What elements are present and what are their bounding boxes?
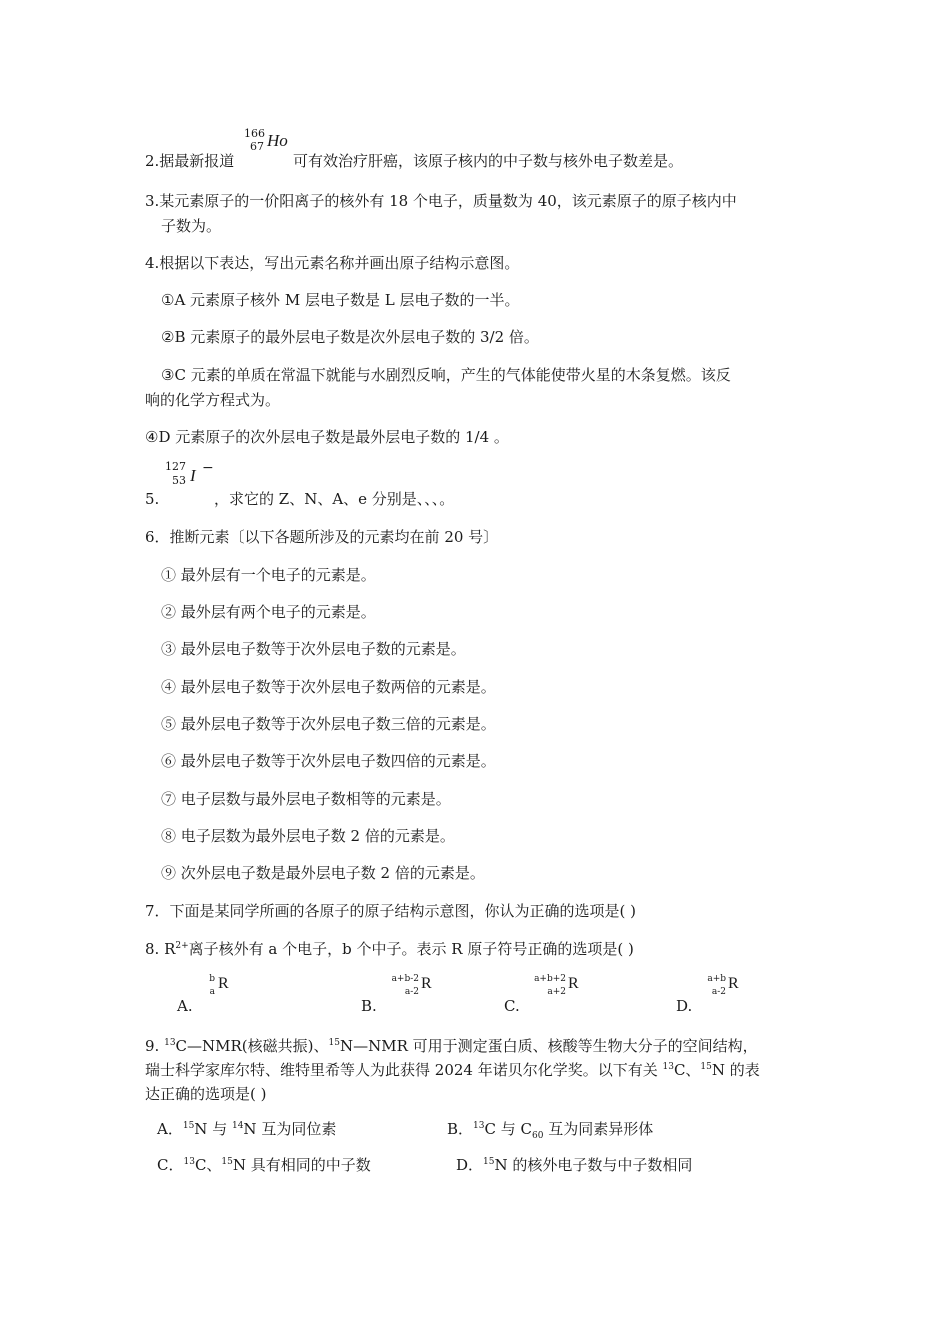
- option-label: C．: [157, 1156, 184, 1174]
- question-3-line-2: 子数为。: [161, 217, 222, 235]
- option-c[interactable]: [157, 1155, 371, 1175]
- subscript: 60: [531, 1131, 544, 1141]
- text-run: N 与: [194, 1120, 232, 1138]
- mass-superscript: 15: [182, 1121, 195, 1131]
- question-4-item-b: ②B 元素原子的最外层电子数是次外层电子数的 3/2 倍。: [161, 328, 539, 346]
- question-4-item-d: ④D 元素原子的次外层电子数是最外层电子数的 1/4 。: [145, 428, 509, 446]
- question-4-item-c-line-2: 响的化学方程式为。: [145, 391, 281, 409]
- question-6-item: ② 最外层有两个电子的元素是。: [161, 603, 376, 621]
- option-symbol: R: [421, 975, 432, 992]
- option-mass-number: a+b: [707, 974, 726, 984]
- text-run: 9.: [145, 1037, 165, 1055]
- option-d[interactable]: [676, 972, 796, 1016]
- question-8-lead: 8. R: [145, 940, 176, 958]
- mass-superscript: 14: [231, 1121, 244, 1131]
- question-6-item: ③ 最外层电子数等于次外层电子数的元素是。: [161, 640, 466, 658]
- isotope-atomic-number: 53: [172, 474, 186, 487]
- text-run: N 的表: [711, 1061, 760, 1079]
- question-6-title: 6．推断元素〔以下各题所涉及的元素均在前 20 号〕: [145, 528, 499, 546]
- mass-superscript: 13: [662, 1062, 674, 1072]
- text-run: C、: [673, 1061, 701, 1079]
- question-2-lead: 2.据最新报道: [145, 152, 235, 170]
- question-6-item: ⑦ 电子层数与最外层电子数相等的元素是。: [161, 790, 451, 808]
- mass-superscript: 15: [483, 1157, 495, 1167]
- option-atomic-number: a+2: [547, 987, 566, 997]
- mass-superscript: 13: [164, 1038, 176, 1048]
- question-6-item: ⑤ 最外层电子数等于次外层电子数三倍的元素是。: [161, 715, 496, 733]
- question-8-text: [145, 939, 634, 959]
- text-run: C—NMR(核磁共振)、: [175, 1037, 329, 1055]
- question-4-title: 4.根据以下表达，写出元素名称并画出原子结构示意图。: [145, 254, 520, 272]
- isotope-atomic-number: 67: [250, 140, 264, 153]
- isotope-charge: −: [202, 460, 214, 476]
- option-atomic-number: a-2: [404, 987, 419, 997]
- text-run: N 的核外电子数与中子数相同: [494, 1156, 693, 1174]
- option-label: D．: [456, 1156, 484, 1174]
- isotope-mass-number: 166: [244, 127, 265, 140]
- text-run: N 具有相同的中子数: [232, 1156, 371, 1174]
- option-mass-number: b: [209, 974, 215, 984]
- mass-superscript: 13: [183, 1157, 195, 1167]
- question-6-item: ① 最外层有一个电子的元素是。: [161, 566, 376, 584]
- option-atomic-number: a-2: [711, 987, 726, 997]
- question-5-text: ，求它的 Z、N、A、e 分别是、、、。: [214, 490, 455, 508]
- option-a[interactable]: [157, 1119, 336, 1139]
- question-6-item: ④ 最外层电子数等于次外层电子数两倍的元素是。: [161, 678, 496, 696]
- question-6-item: ⑧ 电子层数为最外层电子数 2 倍的元素是。: [161, 827, 455, 845]
- option-symbol: R: [568, 975, 579, 992]
- mass-superscript: 15: [221, 1157, 233, 1167]
- option-atomic-number: a: [209, 987, 215, 997]
- question-9-line-3: 达正确的选项是( ): [145, 1085, 267, 1103]
- isotope-symbol: I: [190, 466, 196, 485]
- isotope-symbol: Ho: [267, 131, 288, 150]
- mass-superscript: 13: [473, 1121, 485, 1131]
- option-symbol: R: [218, 975, 229, 992]
- question-4-item-c-line-1: ③C 元素的单质在常温下就能与水剧烈反响，产生的气体能使带火星的木条复燃。该反: [161, 366, 731, 384]
- option-c[interactable]: [504, 972, 624, 1016]
- question-6-item: ⑥ 最外层电子数等于次外层电子数四倍的元素是。: [161, 752, 496, 770]
- question-4-item-a: ①A 元素原子核外 M 层电子数是 L 层电子数的一半。: [161, 291, 520, 309]
- text-run: 互为同素异形体: [543, 1120, 654, 1138]
- mass-superscript: 15: [328, 1038, 340, 1048]
- text-run: 瑞士科学家库尔特、维特里希等人为此获得 2024 年诺贝尔化学奖。以下有关: [145, 1061, 663, 1079]
- question-3-line-1: 3.某元素原子的一价阳离子的核外有 18 个电子，质量数为 40，该元素原子的原子核内中: [145, 192, 737, 210]
- question-7-text: 7．下面是某同学所画的各原子的原子结构示意图，你认为正确的选项是( ): [145, 902, 637, 920]
- question-5-lead: 5.: [145, 490, 160, 508]
- option-label: B.: [361, 997, 377, 1015]
- option-mass-number: a+b+2: [534, 974, 566, 984]
- text-run: N 互为同位素: [243, 1120, 337, 1138]
- option-label: B．: [447, 1120, 474, 1138]
- option-a[interactable]: [177, 972, 297, 1016]
- option-b[interactable]: [447, 1119, 653, 1139]
- text-run: C 与 C: [484, 1120, 532, 1138]
- option-symbol: R: [728, 975, 739, 992]
- option-d[interactable]: [456, 1155, 692, 1175]
- option-label: D.: [676, 997, 693, 1015]
- text-run: N—NMR 可用于测定蛋白质、核酸等生物大分子的空间结构，: [339, 1037, 758, 1055]
- question-8-body: 离子核外有 a 个电子，b 个中子。表示 R 原子符号正确的选项是( ): [188, 940, 634, 958]
- question-6-item: ⑨ 次外层电子数是最外层电子数 2 倍的元素是。: [161, 864, 485, 882]
- option-mass-number: a+b-2: [391, 974, 419, 984]
- isotope-mass-number: 127: [165, 460, 186, 473]
- option-label: A．: [157, 1120, 183, 1138]
- question-9-line-2: [145, 1060, 760, 1080]
- question-2-text: 可有效治疗肝癌，该原子核内的中子数与核外电子数差是。: [293, 152, 684, 170]
- charge-superscript: 2+: [175, 941, 189, 951]
- question-9-line-1: [145, 1036, 758, 1056]
- option-b[interactable]: [361, 972, 481, 1016]
- text-run: C、: [194, 1156, 222, 1174]
- option-label: A.: [177, 997, 193, 1015]
- mass-superscript: 15: [700, 1062, 712, 1072]
- option-label: C.: [504, 997, 520, 1015]
